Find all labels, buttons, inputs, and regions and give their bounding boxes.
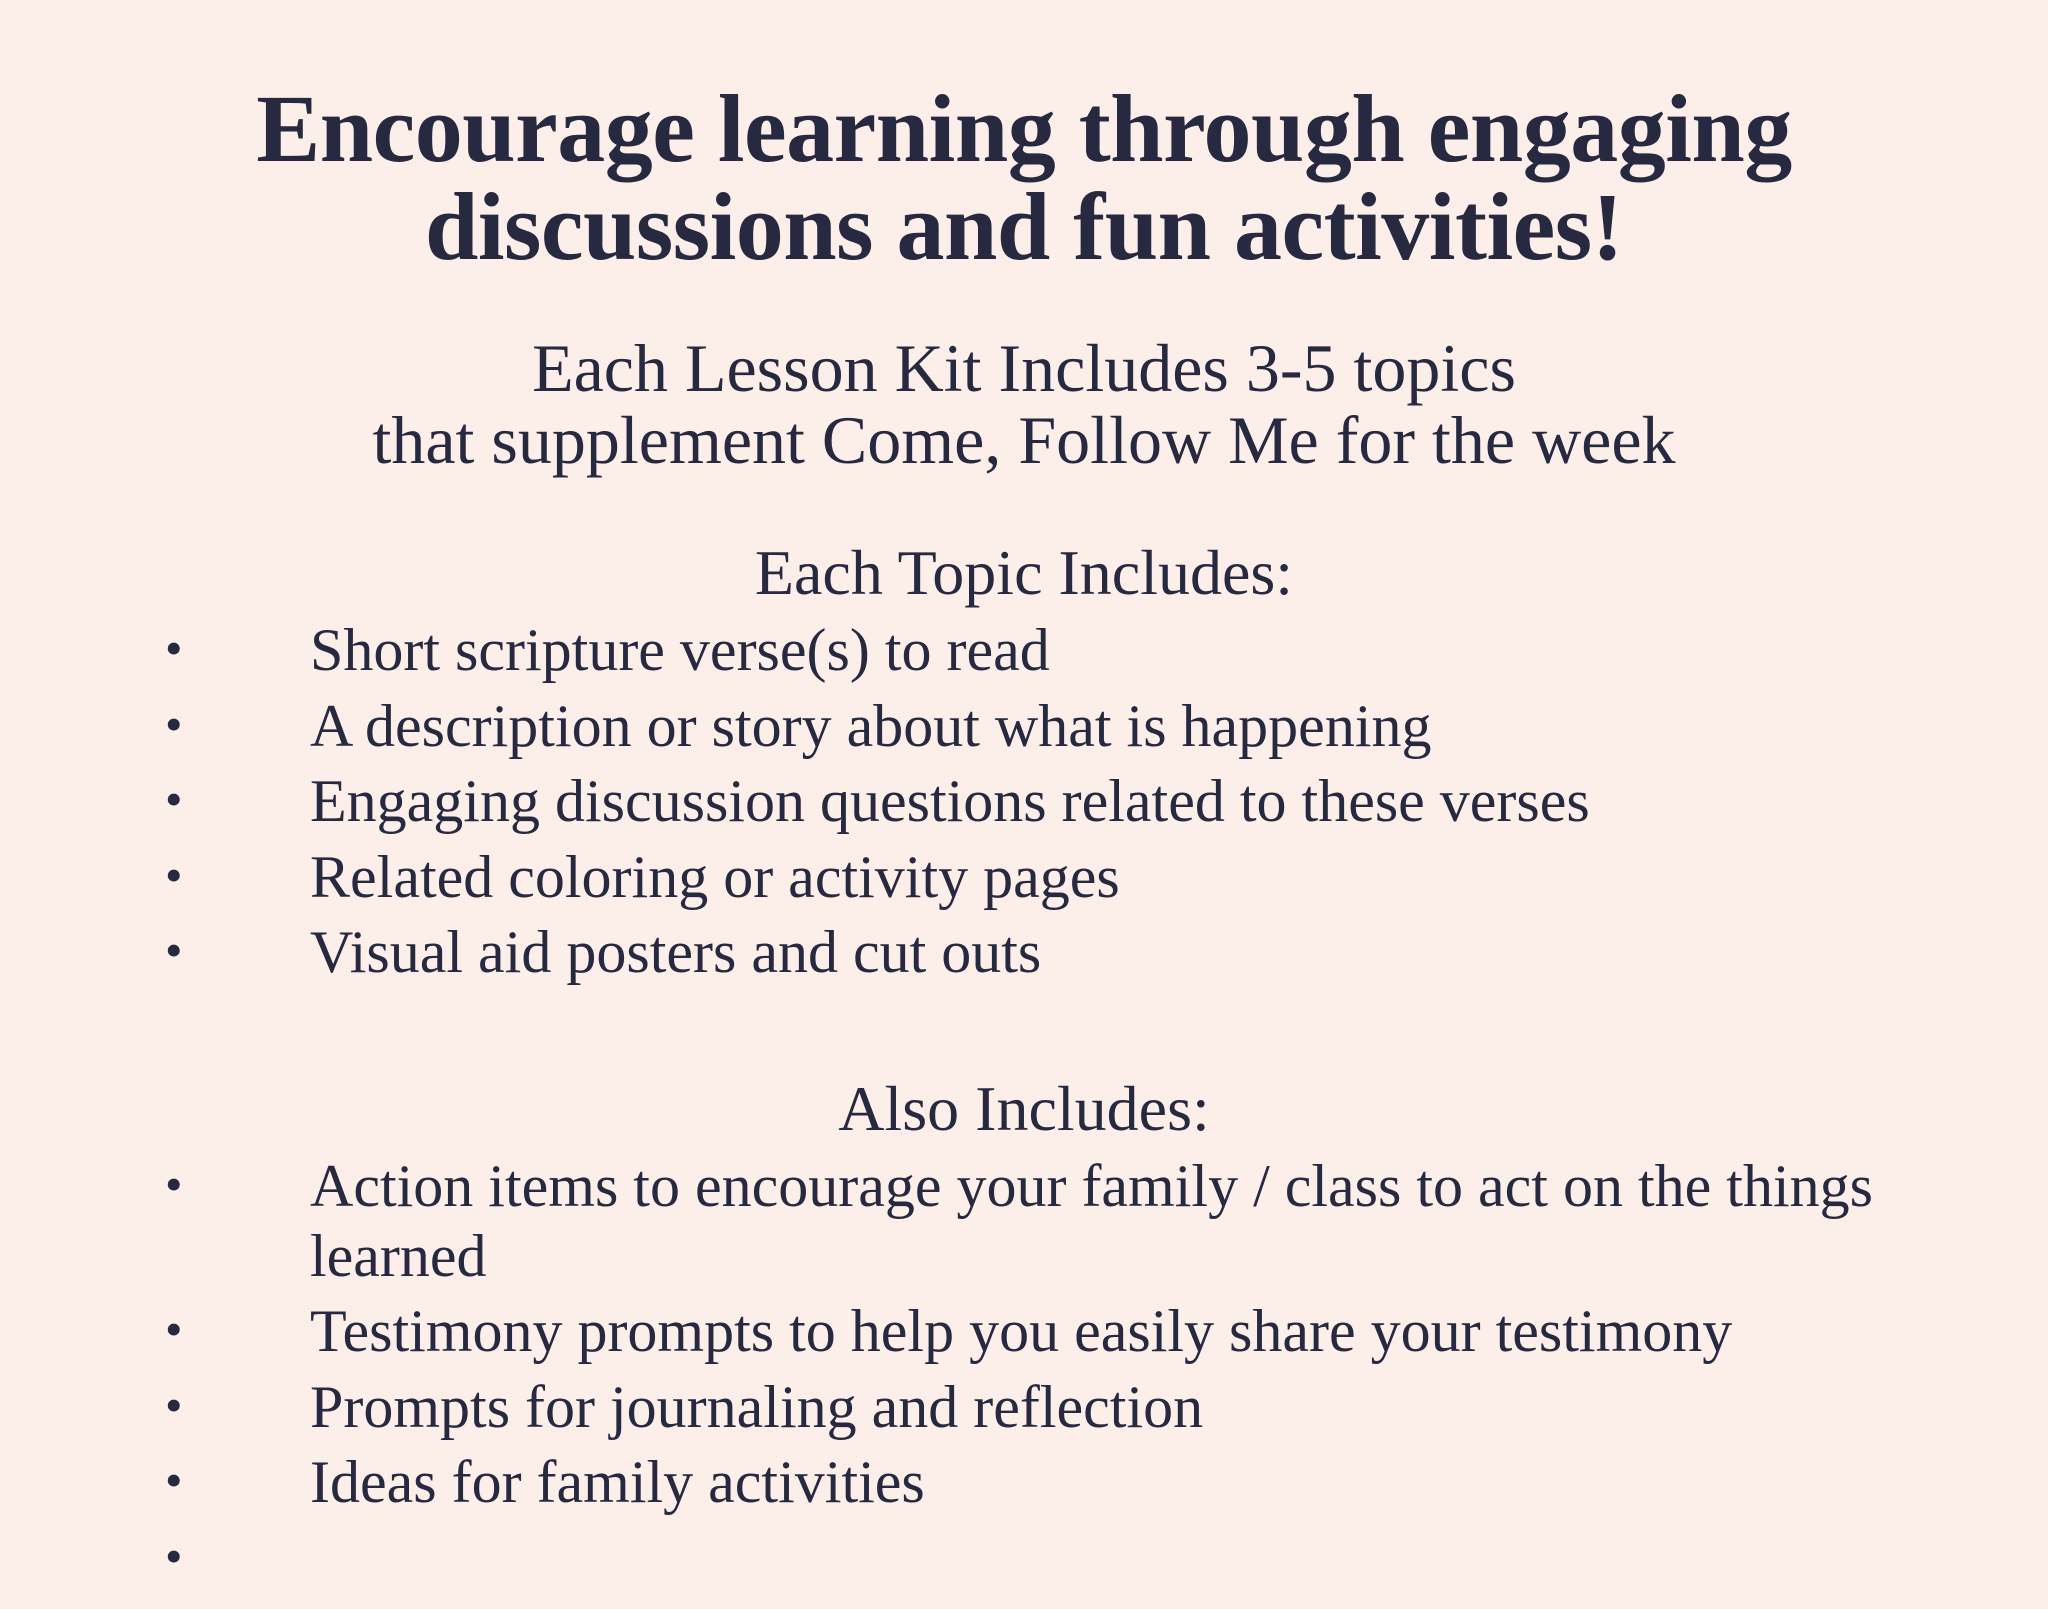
page-title: Encourage learning through engaging discussions and fun activities!	[256, 75, 1792, 280]
list-item	[70, 1524, 1978, 1594]
topic-includes-list	[70, 616, 1978, 994]
list-item: • A description or story about what is happening	[70, 692, 1978, 762]
list-item: • Ideas for family activities	[70, 1448, 1978, 1518]
list-item: • Engaging discussion questions related to these verses	[70, 767, 1978, 837]
list-item: • Visual aid posters and cut outs	[70, 918, 1978, 988]
list-item: • Short scripture verse(s) to read	[70, 616, 1978, 686]
also-includes-list	[70, 1152, 1978, 1600]
list-item: • Related coloring or activity pages	[70, 843, 1978, 913]
list-item: • Testimony prompts to help you easily share your testimony	[70, 1297, 1978, 1367]
subheading-line-2: that supplement Come, Follow Me for the week	[372, 401, 1676, 478]
subheading-line-1: Each Lesson Kit Includes 3-5 topics	[532, 329, 1516, 406]
subheading	[372, 329, 1676, 478]
also-section-title: Also Includes:	[838, 1072, 1210, 1144]
topic-section-title: Each Topic Includes:	[754, 536, 1294, 608]
list-item: • Action items to encourage your family / class to act on the things learned	[70, 1152, 1978, 1291]
list-item: • Prompts for journaling and reflection	[70, 1373, 1978, 1443]
